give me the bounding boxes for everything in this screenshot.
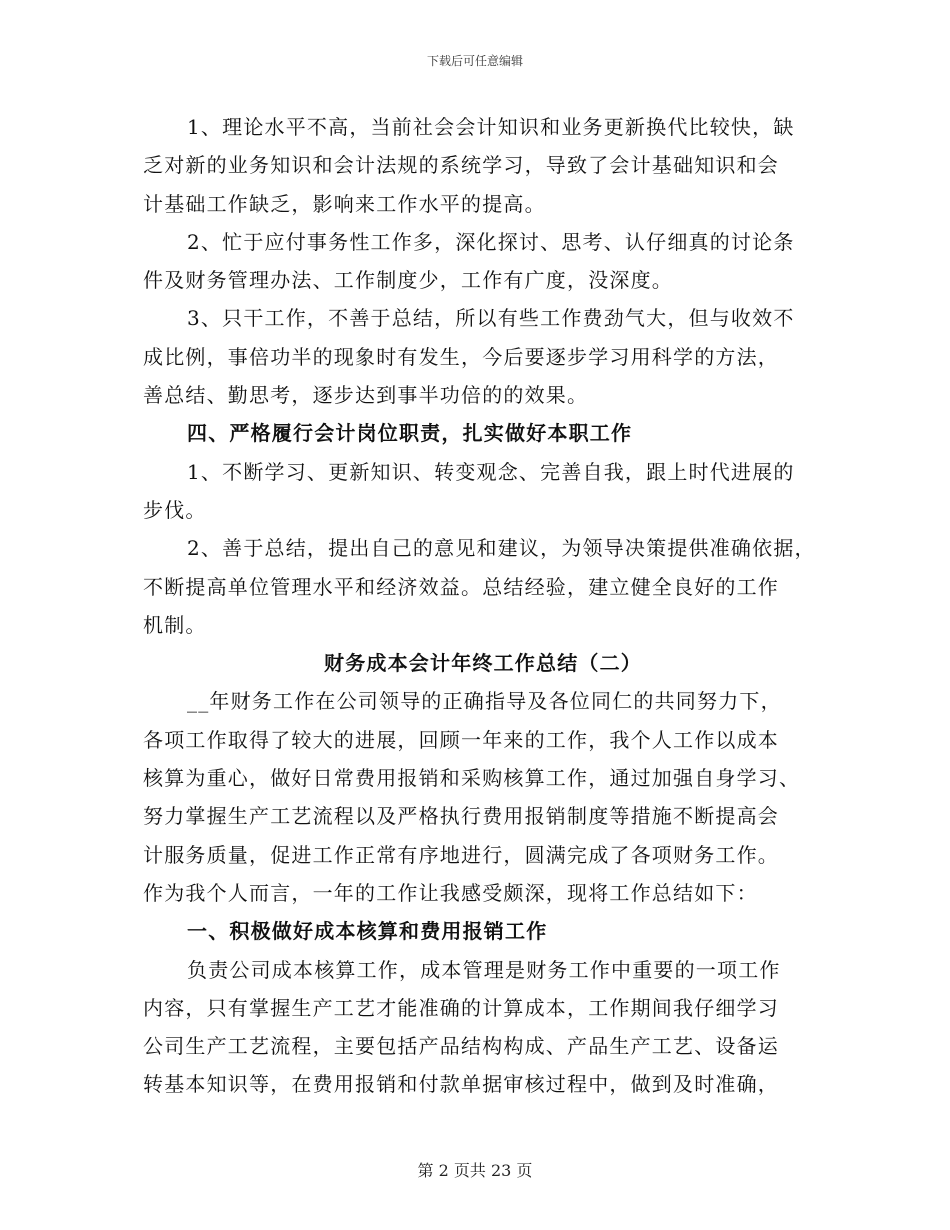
paragraph-line: 1、理论水平不高，当前社会会计知识和业务更新换代比较快，缺 <box>187 115 795 139</box>
paragraph-line: 不断提高单位管理水平和经济效益。总结经验，建立健全良好的工作 <box>143 574 779 599</box>
page-header: 下载后可任意编辑 <box>426 54 523 68</box>
paragraph-line: 内容，只有掌握生产工艺才能准确的计算成本，工作期间我仔细学习 <box>143 995 779 1020</box>
paragraph-line: 计基础工作缺乏，影响来工作水平的提高。 <box>143 191 546 216</box>
paragraph-line: 2、善于总结，提出自己的意见和建议，为领导决策提供准确依据， <box>187 536 816 561</box>
paragraph-line: 件及财务管理办法、工作制度少，工作有广度，没深度。 <box>143 268 673 293</box>
paragraph-line: 核算为重心，做好日常费用报销和采购核算工作，通过加强自身学习、 <box>143 766 801 791</box>
paragraph-line: 1、不断学习、更新知识、转变观念、完善自我，跟上时代进展的 <box>187 459 795 484</box>
paragraph-line: 乏对新的业务知识和会计法规的系统学习，导致了会计基础知识和会 <box>143 153 779 178</box>
document-body <box>143 108 823 1104</box>
paragraph-line: 作为我个人而言，一年的工作让我感受颇深，现将工作总结如下： <box>143 880 758 905</box>
paragraph-line: 3、只干工作，不善于总结，所以有些工作费劲气大，但与收效不 <box>187 306 795 331</box>
paragraph-line: 转基本知识等，在费用报销和付款单据审核过程中，做到及时准确， <box>143 1072 779 1097</box>
paragraph-line: 公司生产工艺流程，主要包括产品结构构成、产品生产工艺、设备运 <box>143 1034 779 1059</box>
paragraph-line: __年财务工作在公司领导的正确指导及各位同仁的共同努力下， <box>187 689 782 714</box>
paragraph-line: 机制。 <box>143 612 207 637</box>
paragraph-line: 成比例，事倍功半的现象时有发生，今后要逐步学习用科学的方法， <box>143 344 779 369</box>
section-heading: 四、严格履行会计岗位职责，扎实做好本职工作 <box>187 421 633 446</box>
paragraph-line: 2、忙于应付事务性工作多，深化探讨、思考、认仔细真的讨论条 <box>187 229 795 254</box>
page-footer: 第 2 页共 23 页 <box>417 1161 533 1180</box>
paragraph-line: 努力掌握生产工艺流程以及严格执行费用报销制度等措施不断提高会 <box>143 804 779 829</box>
section-heading: 财务成本会计年终工作总结（二） <box>324 651 642 676</box>
paragraph-line: 步伐。 <box>143 497 207 522</box>
paragraph-line: 善总结、勤思考，逐步达到事半功倍的的效果。 <box>143 383 589 408</box>
paragraph-line: 负责公司成本核算工作，成本管理是财务工作中重要的一项工作 <box>187 957 781 982</box>
paragraph-line: 计服务质量，促进工作正常有序地进行，圆满完成了各项财务工作。 <box>143 842 779 867</box>
paragraph-line: 各项工作取得了较大的进展，回顾一年来的工作，我个人工作以成本 <box>143 727 779 752</box>
section-heading: 一、积极做好成本核算和费用报销工作 <box>187 919 548 944</box>
